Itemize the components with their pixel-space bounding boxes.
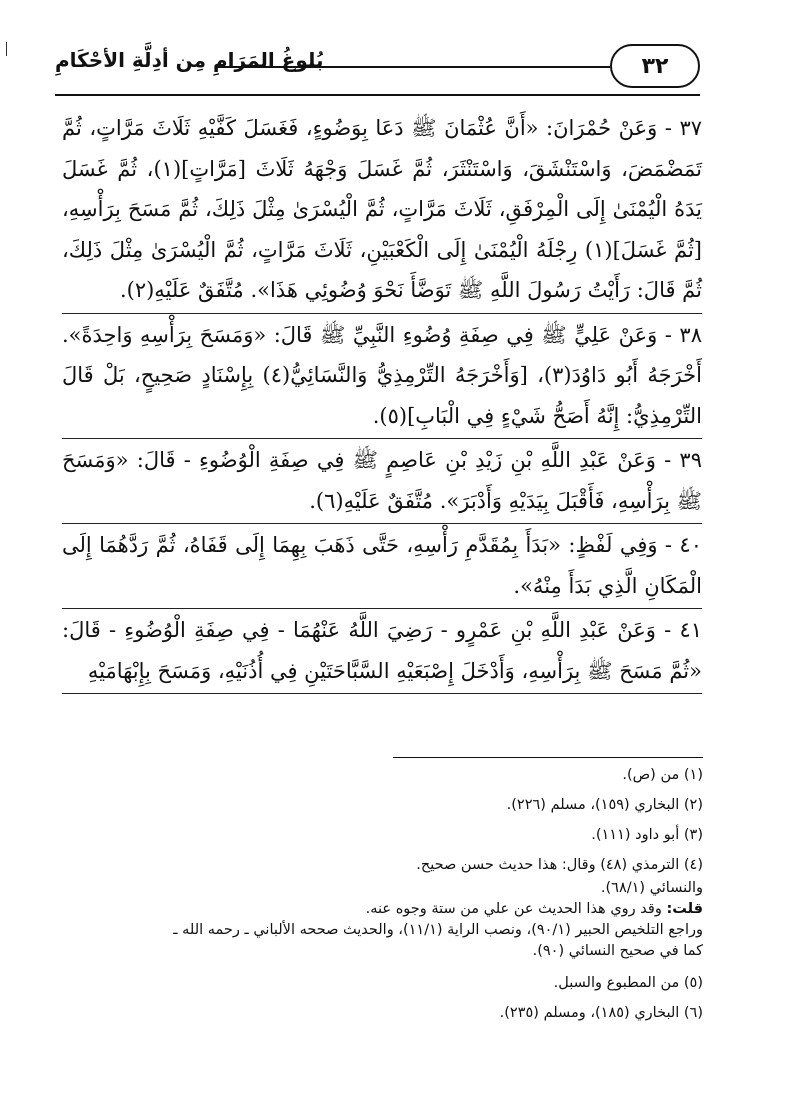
footnote-5: (٥) من المطبوع والسبل. — [553, 975, 703, 991]
page-number-frame — [610, 44, 700, 88]
footnote-rule — [393, 757, 703, 758]
hadith-text: - وَعَنْ حُمْرَانَ: «أَنَّ عُثْمَانَ ﷺ دَعَا بِوَضُوءٍ، فَغَسَلَ كَفَّيْهِ ثَلَاثَ مَرَّاتٍ، ثُمَّ تَمَضْمَضَ، وَاسْتَنْشَقَ، وَاسْتَنْثَرَ، ثُمَّ غَسَلَ وَجْهَهُ ثَلَاثَ [مَرَّاتٍ](١)، ثُمَّ غَسَلَ يَدَهُ الْيُمْنَىٰ إِلَى الْمِرْفَقِ، ثَلَاثَ مَرَّاتٍ، ثُمَّ الْيُسْرَىٰ مِثْلَ ذَلِكَ، ثُمَّ مَسَحَ بِرَأْسِهِ، [ثُمَّ غَسَلَ](١) رِجْلَهُ الْيُمْنَىٰ إِلَى الْكَعْبَيْنِ، ثَلَاثَ مَرَّاتٍ، ثُمَّ الْيُسْرَىٰ مِثْلَ ذَلِكَ، ثُمَّ قَالَ: رَأَيْتُ رَسُولَ اللَّهِ ﷺ تَوَضَّأَ نَحْوَ وُضُوئِي هَذَا». مُتَّفَقٌ عَلَيْهِ(٢). — [62, 116, 702, 302]
hadith-38 — [62, 315, 702, 437]
hadith-text: - وَفِي لَفْظٍ: «بَدَأَ بِمُقَدَّمِ رَأْسِهِ، حَتَّى ذَهَبَ بِهِمَا إِلَى قَفَاهُ، ثُمَّ رَدَّهُمَا إِلَى الْمَكَانِ الَّذِي بَدَأَ مِنْهُ». — [62, 533, 702, 598]
hadith-separator — [62, 693, 702, 694]
page-header — [55, 40, 700, 92]
hadith-text: - وَعَنْ عَلِيٍّ ﷺ فِي صِفَةِ وُضُوءِ النَّبِيِّ ﷺ قَالَ: «وَمَسَحَ بِرَأْسِهِ وَاحِدَةً». أَخْرَجَهُ أَبُو دَاوُدَ(٣)، [وَأَخْرَجَهُ التِّرْمِذِيُّ وَالنَّسَائِيُّ(٤) بِإِسْنَادٍ صَحِيحٍ، بَلْ قَالَ التِّرْمِذِيُّ: إِنَّهُ أَصَحُّ شَيْءٍ فِي الْبَابِ](٥). — [62, 322, 702, 428]
hadith-37 — [62, 108, 702, 311]
footnote-6: (٦) البخاري (١٨٥)، ومسلم (٢٣٥). — [499, 1005, 703, 1021]
hadith-number: ٤١ — [679, 618, 702, 642]
footnote-4-line-5: كما في صحيح النسائي (٩٠). — [532, 943, 703, 959]
footnotes — [83, 760, 703, 1028]
footnote-4: (٤) الترمذي (٤٨) وقال: هذا حديث حسن صحيح. — [416, 857, 703, 873]
hadith-number: ٣٨ — [679, 322, 702, 347]
page-number: ٣٢ — [641, 53, 669, 79]
hadith-41 — [62, 610, 702, 691]
hadith-separator — [62, 438, 702, 439]
margin-mark — [6, 42, 7, 56]
hadith-40 — [62, 525, 702, 606]
footnote-4-line-3 — [83, 899, 703, 920]
hadith-39 — [62, 440, 702, 521]
footnote-note-label: قلت: — [666, 901, 703, 917]
hadith-text: - وَعَنْ عَبْدِ اللَّهِ بْنِ عَمْرٍو - رَضِيَ اللَّهُ عَنْهُمَا - فِي صِفَةِ الْوُضُوءِ - قَالَ: «ثُمَّ مَسَحَ ﷺ بِرَأْسِهِ، وَأَدْخَلَ إِصْبَعَيْهِ السَّبَّاحَتَيْنِ فِي أُذُنَيْهِ، وَمَسَحَ بِإِبْهَامَيْهِ — [62, 618, 702, 683]
footnote-4-line-4: وراجع التلخيص الحبير (٩٠/١)، ونصب الراية (١١/١)، والحديث صححه الألباني ـ رحمه الله ـ — [173, 922, 703, 938]
book-title: بُلوغُ المَرَامِ مِن أدِلَّةِ الأحْكَامِ — [55, 48, 324, 72]
footnote-1: (١) من (ص). — [622, 767, 703, 783]
hadith-text: - وَعَنْ عَبْدِ اللَّهِ بْنِ زَيْدِ بْنِ عَاصِمٍ ﷺ فِي صِفَةِ الْوُضُوءِ - قَالَ: «وَمَسَحَ ﷺ بِرَأْسِهِ، فَأَقْبَلَ بِيَدَيْهِ وَأَدْبَرَ». مُتَّفَقٌ عَلَيْهِ(٦). — [62, 448, 702, 513]
footnote-2: (٢) البخاري (١٥٩)، مسلم (٢٢٦). — [506, 797, 703, 813]
hadith-number: ٣٩ — [679, 448, 702, 472]
main-text — [62, 108, 702, 691]
footnote-4-line-2: والنسائي (٦٨/١). — [600, 880, 703, 896]
hadith-separator — [62, 523, 702, 524]
header-rule — [55, 94, 700, 96]
hadith-number: ٤٠ — [679, 533, 702, 557]
hadith-separator — [62, 313, 702, 314]
hadith-separator — [62, 608, 702, 609]
footnote-3: (٣) أبو داود (١١١). — [591, 827, 703, 843]
footnote-note-text: وقد روي هذا الحديث عن علي من ستة وجوه عنه. — [365, 901, 662, 917]
hadith-number: ٣٧ — [679, 116, 702, 140]
